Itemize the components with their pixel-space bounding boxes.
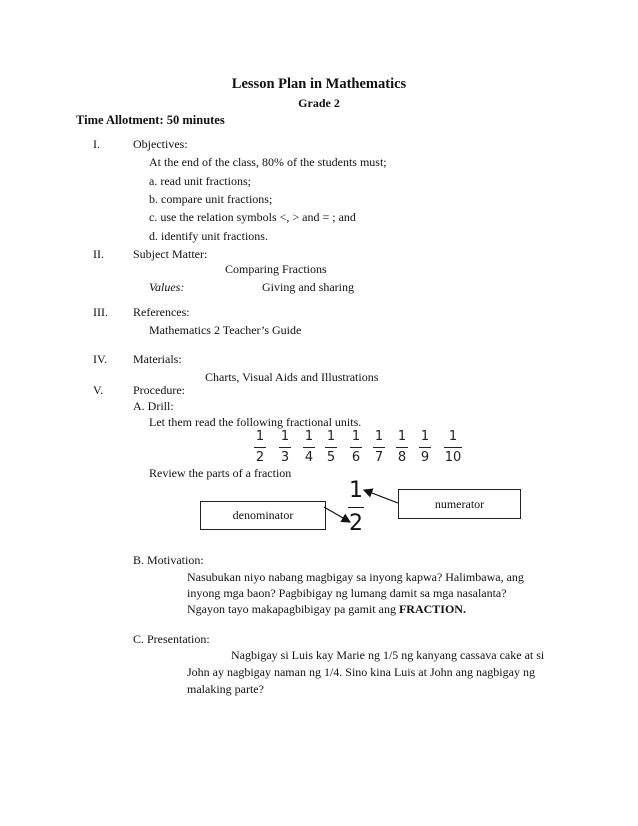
objective-item: b. compare unit fractions; xyxy=(149,192,273,206)
values-label: Values: xyxy=(149,280,185,294)
fraction-denominator: 2 xyxy=(255,450,265,465)
fraction-denominator: 10 xyxy=(444,450,462,465)
denominator-label: denominator xyxy=(232,508,294,522)
procedure-heading: Procedure: xyxy=(133,383,185,397)
references-text: Mathematics 2 Teacher’s Guide xyxy=(149,323,302,337)
presentation-heading: C. Presentation: xyxy=(133,632,210,646)
fraction-numerator: 1 xyxy=(326,429,336,444)
values-text: Giving and sharing xyxy=(262,280,354,294)
objective-item: d. identify unit fractions. xyxy=(149,229,268,243)
fraction-denominator: 6 xyxy=(351,450,361,465)
fraction-numerator: 1 xyxy=(448,429,458,444)
presentation-line: Nagbigay si Luis kay Marie ng 1/5 ng kanyang cassava cake at si xyxy=(231,648,545,662)
fraction-denominator: 8 xyxy=(397,450,407,465)
fraction-numerator: 1 xyxy=(255,429,265,444)
fraction-numerator: 1 xyxy=(420,429,430,444)
document-title: Lesson Plan in Mathematics xyxy=(231,76,407,92)
materials-heading: Materials: xyxy=(133,352,182,366)
review-text: Review the parts of a fraction xyxy=(149,466,292,480)
drill-heading: A. Drill: xyxy=(133,399,174,413)
motivation-line xyxy=(187,602,466,617)
fraction-denominator: 9 xyxy=(420,450,430,465)
numerator-arrow xyxy=(364,490,398,503)
fraction-numerator: 1 xyxy=(304,429,314,444)
presentation-line: malaking parte? xyxy=(187,682,264,696)
fraction-denominator: 7 xyxy=(374,450,384,465)
fraction-emphasis: FRACTION. xyxy=(398,602,466,616)
materials-text: Charts, Visual Aids and Illustrations xyxy=(205,370,379,384)
section-number-materials: IV. xyxy=(93,352,108,366)
section-number-subject: II. xyxy=(93,247,104,261)
subject-heading: Subject Matter: xyxy=(133,247,208,261)
time-allotment: Time Allotment: 50 minutes xyxy=(76,113,225,127)
motivation-line: inyong mga baon? Pagbibigay ng lumang damit sa mga nasalanta? xyxy=(187,586,507,600)
objectives-intro: At the end of the class, 80% of the students must; xyxy=(149,155,387,169)
fraction-denominator: 3 xyxy=(280,450,290,465)
section-number-procedure: V. xyxy=(93,383,104,397)
objective-item: a. read unit fractions; xyxy=(149,174,251,188)
fraction-numerator: 1 xyxy=(351,429,361,444)
section-number-objectives: I. xyxy=(93,137,100,151)
presentation-line: John ay nagbigay naman ng 1/4. Sino kina Luis at John ang nagbigay ng xyxy=(187,665,535,679)
example-numerator: 1 xyxy=(349,478,363,503)
section-number-references: III. xyxy=(93,305,108,319)
objective-item: c. use the relation symbols <, > and = ; and xyxy=(149,210,356,224)
fraction-denominator: 5 xyxy=(326,450,336,465)
fraction-numerator: 1 xyxy=(280,429,290,444)
references-heading: References: xyxy=(133,305,190,319)
motivation-line-text: Ngayon tayo makapagbibigay pa gamit ang xyxy=(187,602,399,616)
denominator-arrow xyxy=(324,507,350,522)
example-denominator: 2 xyxy=(349,511,363,536)
objectives-heading: Objectives: xyxy=(133,137,188,151)
subject-topic: Comparing Fractions xyxy=(225,262,327,276)
fraction-numerator: 1 xyxy=(397,429,407,444)
numerator-label: numerator xyxy=(434,496,485,511)
fraction-denominator: 4 xyxy=(304,450,314,465)
motivation-heading: B. Motivation: xyxy=(133,553,204,567)
drill-text: Let them read the following fractional units. xyxy=(149,415,362,429)
fraction-numerator: 1 xyxy=(374,429,384,444)
motivation-line: Nasubukan niyo nabang magbigay sa inyong kapwa? Halimbawa, ang xyxy=(187,570,524,584)
grade-level: Grade 2 xyxy=(298,96,340,110)
